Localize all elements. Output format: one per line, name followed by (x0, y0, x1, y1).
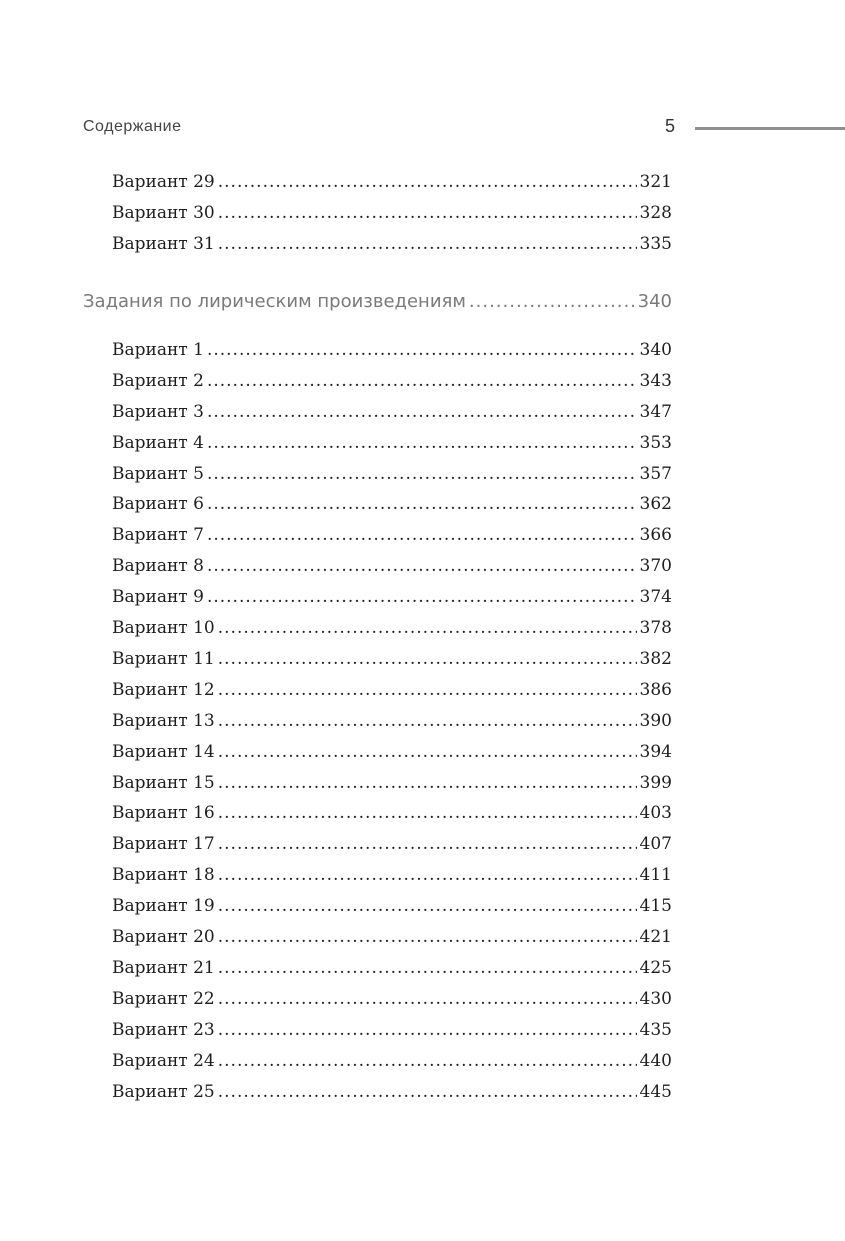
dot-leader (218, 172, 637, 192)
dot-leader (218, 649, 637, 669)
toc-entry[interactable] (112, 433, 672, 457)
toc-entry-label: Вариант 4 (112, 433, 204, 453)
dot-leader (469, 291, 635, 312)
toc-entry-page: 343 (639, 371, 672, 391)
toc-entry[interactable] (112, 494, 672, 518)
toc-entry-page: 347 (639, 402, 672, 422)
dot-leader (218, 958, 637, 978)
toc-entry[interactable] (112, 371, 672, 395)
page-number: 5 (665, 116, 676, 136)
section-page: 340 (637, 291, 672, 312)
toc-section-heading[interactable] (83, 291, 672, 315)
toc-entry-label: Вариант 25 (112, 1082, 215, 1102)
dot-leader (218, 773, 637, 793)
toc-entry-label: Вариант 9 (112, 587, 204, 607)
section-label: Задания по лирическим произведениям (83, 291, 466, 312)
toc-entry-page: 382 (639, 649, 672, 669)
toc-entry[interactable] (112, 927, 672, 951)
toc-entry-page: 328 (639, 203, 672, 223)
toc-entry-label: Вариант 18 (112, 865, 215, 885)
dot-leader (218, 680, 637, 700)
toc-entry-page: 378 (639, 618, 672, 638)
toc-entry-page: 394 (639, 742, 672, 762)
toc-entry-label: Вариант 7 (112, 525, 204, 545)
dot-leader (218, 742, 637, 762)
toc-entry[interactable] (112, 1020, 672, 1044)
dot-leader (218, 803, 637, 823)
toc-entry-label: Вариант 24 (112, 1051, 215, 1071)
dot-leader (218, 1082, 637, 1102)
toc-entry[interactable] (112, 865, 672, 889)
toc-entry-label: Вариант 12 (112, 680, 215, 700)
toc-entry[interactable] (112, 1051, 672, 1075)
header-rule (695, 127, 845, 130)
dot-leader (207, 433, 637, 453)
toc-entry-page: 407 (639, 834, 672, 854)
toc-entry[interactable] (112, 803, 672, 827)
toc-entry[interactable] (112, 680, 672, 704)
toc-entry-label: Вариант 19 (112, 896, 215, 916)
toc-entry[interactable] (112, 234, 672, 258)
dot-leader (207, 494, 637, 514)
toc-entry-label: Вариант 10 (112, 618, 215, 638)
toc-entry-label: Вариант 16 (112, 803, 215, 823)
toc-entry-page: 411 (639, 865, 672, 885)
toc-entry-label: Вариант 31 (112, 234, 215, 254)
toc-entry[interactable] (112, 172, 672, 196)
dot-leader (218, 989, 637, 1009)
toc-entry-label: Вариант 21 (112, 958, 215, 978)
toc-entry-label: Вариант 29 (112, 172, 215, 192)
toc-entry[interactable] (112, 618, 672, 642)
toc-entry[interactable] (112, 958, 672, 982)
toc-entry-label: Вариант 14 (112, 742, 215, 762)
dot-leader (218, 927, 637, 947)
dot-leader (218, 711, 637, 731)
toc-entry-page: 335 (639, 234, 672, 254)
dot-leader (218, 896, 637, 916)
toc-entry[interactable] (112, 556, 672, 580)
toc-entry[interactable] (112, 1082, 672, 1106)
toc-entry[interactable] (112, 649, 672, 673)
toc-entry[interactable] (112, 525, 672, 549)
dot-leader (207, 464, 637, 484)
toc-entry-label: Вариант 15 (112, 773, 215, 793)
dot-leader (207, 525, 637, 545)
toc-entry[interactable] (112, 587, 672, 611)
toc-entry[interactable] (112, 773, 672, 797)
toc-entry-label: Вариант 8 (112, 556, 204, 576)
toc-entry[interactable] (112, 464, 672, 488)
dot-leader (218, 234, 637, 254)
toc-entry-label: Вариант 20 (112, 927, 215, 947)
dot-leader (218, 618, 637, 638)
toc-entry[interactable] (112, 711, 672, 735)
toc-entry-page: 390 (639, 711, 672, 731)
toc-entry-page: 415 (639, 896, 672, 916)
header-title: Содержание (83, 118, 182, 135)
toc-entry-page: 340 (639, 340, 672, 360)
toc-entry-page: 445 (639, 1082, 672, 1102)
toc-entry[interactable] (112, 989, 672, 1013)
toc-entry-page: 353 (639, 433, 672, 453)
toc-entry[interactable] (112, 340, 672, 364)
toc-entry-label: Вариант 6 (112, 494, 204, 514)
dot-leader (207, 402, 637, 422)
dot-leader (207, 371, 637, 391)
toc-entry-page: 403 (639, 803, 672, 823)
toc-entry[interactable] (112, 402, 672, 426)
dot-leader (207, 587, 637, 607)
toc-entry-label: Вариант 3 (112, 402, 204, 422)
toc-entry-label: Вариант 1 (112, 340, 204, 360)
toc-entry-page: 357 (639, 464, 672, 484)
dot-leader (218, 1051, 637, 1071)
toc-entry-label: Вариант 22 (112, 989, 215, 1009)
toc-entry-label: Вариант 2 (112, 371, 204, 391)
toc-entry-label: Вариант 30 (112, 203, 215, 223)
toc-entry[interactable] (112, 203, 672, 227)
toc-entry-page: 425 (639, 958, 672, 978)
dot-leader (207, 556, 637, 576)
toc-entry-page: 370 (639, 556, 672, 576)
toc-entry[interactable] (112, 742, 672, 766)
toc-entry-page: 399 (639, 773, 672, 793)
toc-entry-page: 374 (639, 587, 672, 607)
dot-leader (207, 340, 637, 360)
toc-entry-page: 440 (639, 1051, 672, 1071)
toc-entry[interactable] (112, 834, 672, 858)
dot-leader (218, 203, 637, 223)
toc-entry-label: Вариант 23 (112, 1020, 215, 1040)
toc-entry-page: 430 (639, 989, 672, 1009)
toc-entry-page: 435 (639, 1020, 672, 1040)
toc-entry-label: Вариант 5 (112, 464, 204, 484)
dot-leader (218, 865, 637, 885)
toc-entry-label: Вариант 13 (112, 711, 215, 731)
toc-entry-label: Вариант 11 (112, 649, 215, 669)
dot-leader (218, 834, 637, 854)
toc-entry-label: Вариант 17 (112, 834, 215, 854)
toc-entry-page: 321 (639, 172, 672, 192)
toc-entry-page: 366 (639, 525, 672, 545)
toc-entry-page: 386 (639, 680, 672, 700)
toc-entry-page: 362 (639, 494, 672, 514)
toc-entry-page: 421 (639, 927, 672, 947)
toc-entry[interactable] (112, 896, 672, 920)
dot-leader (218, 1020, 637, 1040)
